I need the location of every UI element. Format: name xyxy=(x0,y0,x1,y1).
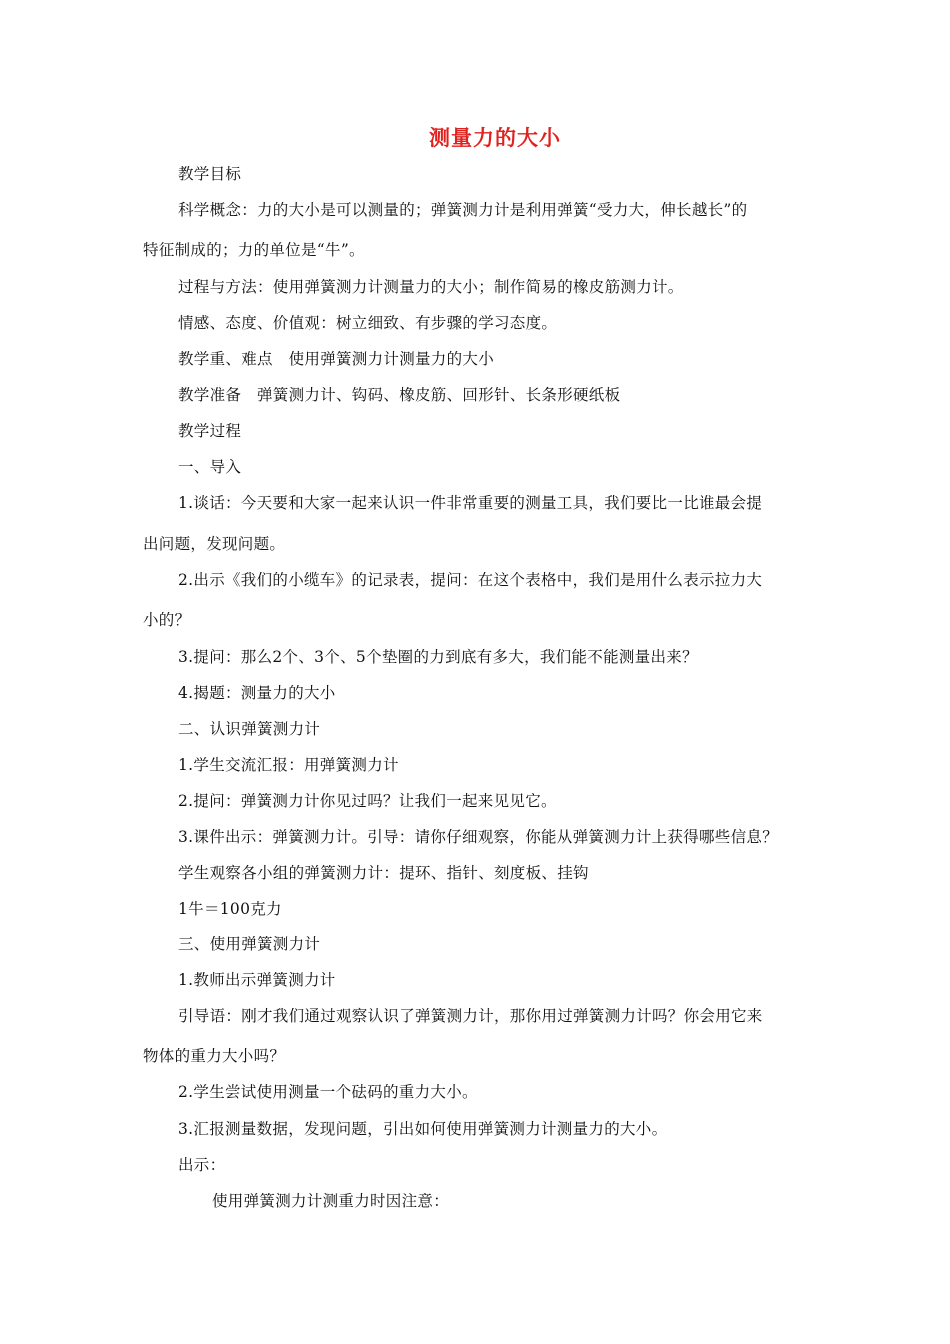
paragraph-line: 物体的重力大小吗？ xyxy=(143,1047,286,1065)
paragraph-line: 学生观察各小组的弹簧测力计：提环、指针、刻度板、挂钩 xyxy=(178,864,589,882)
section-heading-key-points: 教学重、难点 使用弹簧测力计测量力的大小 xyxy=(178,350,495,368)
paragraph-line: 引导语：刚才我们通过观察认识了弹簧测力计，那你用过弹簧测力计吗？你会用它来 xyxy=(178,1007,763,1025)
paragraph-line: 1.教师出示弹簧测力计 xyxy=(178,971,336,989)
paragraph-line: 小的？ xyxy=(143,611,191,629)
section-heading-using-scale: 三、使用弹簧测力计 xyxy=(178,935,321,953)
section-heading-objectives: 教学目标 xyxy=(178,165,242,183)
paragraph-line: 特征制成的；力的单位是“牛”。 xyxy=(143,241,365,259)
paragraph-line: 3.提问：那么2个、3个、5个垫圈的力到底有多大，我们能不能测量出来？ xyxy=(178,648,698,666)
section-heading-preparation: 教学准备 弹簧测力计、钩码、橡皮筋、回形针、长条形硬纸板 xyxy=(178,386,621,404)
paragraph-line: 3.汇报测量数据，发现问题，引出如何使用弹簧测力计测量力的大小。 xyxy=(178,1120,668,1138)
paragraph-line: 过程与方法：使用弹簧测力计测量力的大小；制作简易的橡皮筋测力计。 xyxy=(178,278,684,296)
paragraph-line: 情感、态度、价值观：树立细致、有步骤的学习态度。 xyxy=(178,314,558,332)
paragraph-line: 1牛＝100克力 xyxy=(178,900,282,918)
paragraph-line: 2.学生尝试使用测量一个砝码的重力大小。 xyxy=(178,1083,478,1101)
section-heading-intro: 一、导入 xyxy=(178,458,242,476)
paragraph-line: 科学概念：力的大小是可以测量的；弹簧测力计是利用弹簧“受力大，伸长越长”的 xyxy=(178,201,748,219)
paragraph-line: 使用弹簧测力计测重力时因注意： xyxy=(212,1192,450,1210)
paragraph-line: 1.谈话：今天要和大家一起来认识一件非常重要的测量工具，我们要比一比谁最会提 xyxy=(178,494,763,512)
section-heading-spring-scale: 二、认识弹簧测力计 xyxy=(178,720,321,738)
section-heading-process: 教学过程 xyxy=(178,422,242,440)
paragraph-line: 出示： xyxy=(178,1156,226,1174)
paragraph-line: 出问题，发现问题。 xyxy=(143,535,286,553)
paragraph-line: 3.课件出示：弹簧测力计。引导：请你仔细观察，你能从弹簧测力计上获得哪些信息？ xyxy=(178,828,778,846)
paragraph-line: 4.揭题：测量力的大小 xyxy=(178,684,336,702)
paragraph-line: 2.出示《我们的小缆车》的记录表，提问：在这个表格中，我们是用什么表示拉力大 xyxy=(178,571,763,589)
paragraph-line: 1.学生交流汇报：用弹簧测力计 xyxy=(178,756,399,774)
paragraph-line: 2.提问：弹簧测力计你见过吗？让我们一起来见见它。 xyxy=(178,792,557,810)
document-title: 测量力的大小 xyxy=(429,125,561,150)
